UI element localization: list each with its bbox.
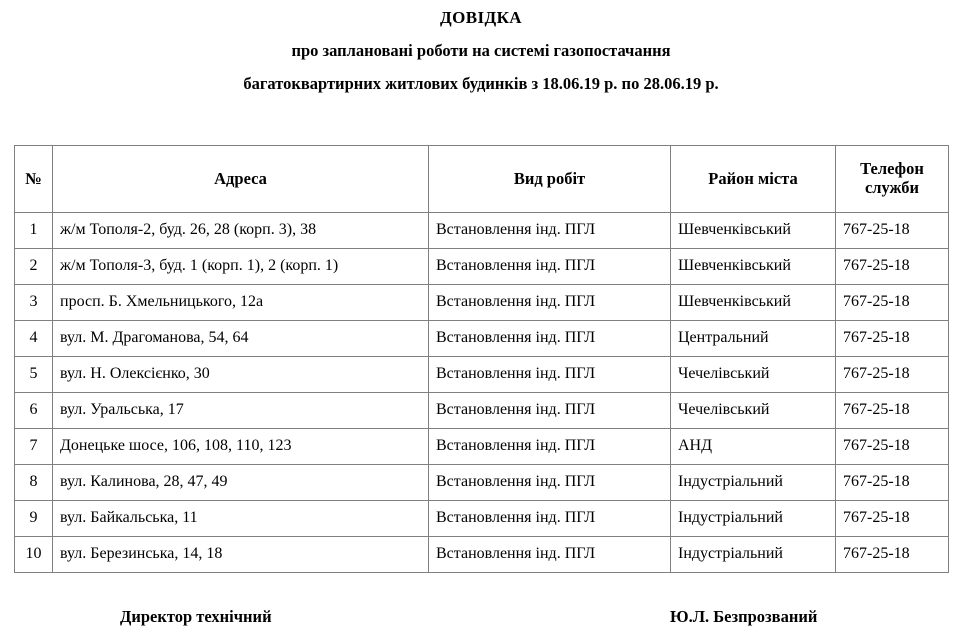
cell-district: Шевченківський xyxy=(671,213,836,249)
table-header-row xyxy=(15,146,949,213)
cell-address: вул. Калинова, 28, 47, 49 xyxy=(53,465,429,501)
cell-number: 1 xyxy=(15,213,53,249)
page-title: ДОВІДКА xyxy=(440,8,522,27)
cell-work-type: Встановлення інд. ПГЛ xyxy=(429,465,671,501)
cell-address: вул. Березинська, 14, 18 xyxy=(53,537,429,573)
cell-phone: 767-25-18 xyxy=(836,465,949,501)
cell-phone: 767-25-18 xyxy=(836,393,949,429)
cell-address: вул. Байкальська, 11 xyxy=(53,501,429,537)
table-row xyxy=(15,429,949,465)
cell-work-type: Встановлення інд. ПГЛ xyxy=(429,213,671,249)
cell-district: Чечелівський xyxy=(671,393,836,429)
cell-district: Індустріальний xyxy=(671,501,836,537)
cell-work-type: Встановлення інд. ПГЛ xyxy=(429,393,671,429)
table-row xyxy=(15,321,949,357)
cell-work-type: Встановлення інд. ПГЛ xyxy=(429,537,671,573)
column-header-number: № xyxy=(15,146,53,213)
table-row xyxy=(15,285,949,321)
cell-district: Індустріальний xyxy=(671,465,836,501)
scheduled-works-table xyxy=(14,145,949,573)
cell-number: 9 xyxy=(15,501,53,537)
cell-work-type: Встановлення інд. ПГЛ xyxy=(429,249,671,285)
cell-work-type: Встановлення інд. ПГЛ xyxy=(429,357,671,393)
cell-work-type: Встановлення інд. ПГЛ xyxy=(429,285,671,321)
document-subtitle-line-1: про заплановані роботи на системі газопостачання xyxy=(291,40,671,60)
cell-number: 4 xyxy=(15,321,53,357)
table-row xyxy=(15,249,949,285)
column-header-address: Адреса xyxy=(53,146,429,213)
cell-number: 3 xyxy=(15,285,53,321)
cell-work-type: Встановлення інд. ПГЛ xyxy=(429,501,671,537)
table-row xyxy=(15,357,949,393)
cell-district: Центральний xyxy=(671,321,836,357)
table-header xyxy=(15,146,949,213)
cell-address: вул. М. Драгоманова, 54, 64 xyxy=(53,321,429,357)
cell-number: 5 xyxy=(15,357,53,393)
table-row xyxy=(15,501,949,537)
column-header-phone-line-1: Телефон xyxy=(860,159,924,179)
column-header-district: Район міста xyxy=(671,146,836,213)
cell-number: 7 xyxy=(15,429,53,465)
document-subtitle-line-2: багатоквартирних житлових будинків з 18.06.19 р. по 28.06.19 р. xyxy=(243,73,719,93)
cell-phone: 767-25-18 xyxy=(836,285,949,321)
cell-district: Шевченківський xyxy=(671,285,836,321)
cell-address: вул. Уральська, 17 xyxy=(53,393,429,429)
cell-address: просп. Б. Хмельницького, 12а xyxy=(53,285,429,321)
cell-phone: 767-25-18 xyxy=(836,321,949,357)
cell-district: Шевченківський xyxy=(671,249,836,285)
cell-work-type: Встановлення інд. ПГЛ xyxy=(429,429,671,465)
column-header-phone-line-2: служби xyxy=(864,178,920,197)
table-row xyxy=(15,537,949,573)
table-row xyxy=(15,465,949,501)
cell-district: АНД xyxy=(671,429,836,465)
table-row xyxy=(15,213,949,249)
table-row xyxy=(15,393,949,429)
cell-address: вул. Н. Олексієнко, 30 xyxy=(53,357,429,393)
table-body xyxy=(15,213,949,573)
document-heading xyxy=(0,0,962,93)
cell-district: Індустріальний xyxy=(671,537,836,573)
cell-address: ж/м Тополя-2, буд. 26, 28 (корп. 3), 38 xyxy=(53,213,429,249)
signatory-role: Директор технічний xyxy=(120,607,272,626)
cell-phone: 767-25-18 xyxy=(836,249,949,285)
column-header-phone xyxy=(836,146,949,213)
cell-number: 2 xyxy=(15,249,53,285)
cell-phone: 767-25-18 xyxy=(836,501,949,537)
cell-phone: 767-25-18 xyxy=(836,357,949,393)
signatory-name: Ю.Л. Безпрозваний xyxy=(670,607,818,626)
cell-address: Донецьке шосе, 106, 108, 110, 123 xyxy=(53,429,429,465)
cell-phone: 767-25-18 xyxy=(836,429,949,465)
cell-number: 10 xyxy=(15,537,53,573)
works-table-container xyxy=(14,145,948,573)
column-header-work-type: Вид робіт xyxy=(429,146,671,213)
cell-phone: 767-25-18 xyxy=(836,537,949,573)
cell-district: Чечелівський xyxy=(671,357,836,393)
cell-address: ж/м Тополя-3, буд. 1 (корп. 1), 2 (корп. 1) xyxy=(53,249,429,285)
cell-number: 8 xyxy=(15,465,53,501)
cell-work-type: Встановлення інд. ПГЛ xyxy=(429,321,671,357)
document-footer xyxy=(0,602,962,638)
cell-phone: 767-25-18 xyxy=(836,213,949,249)
cell-number: 6 xyxy=(15,393,53,429)
